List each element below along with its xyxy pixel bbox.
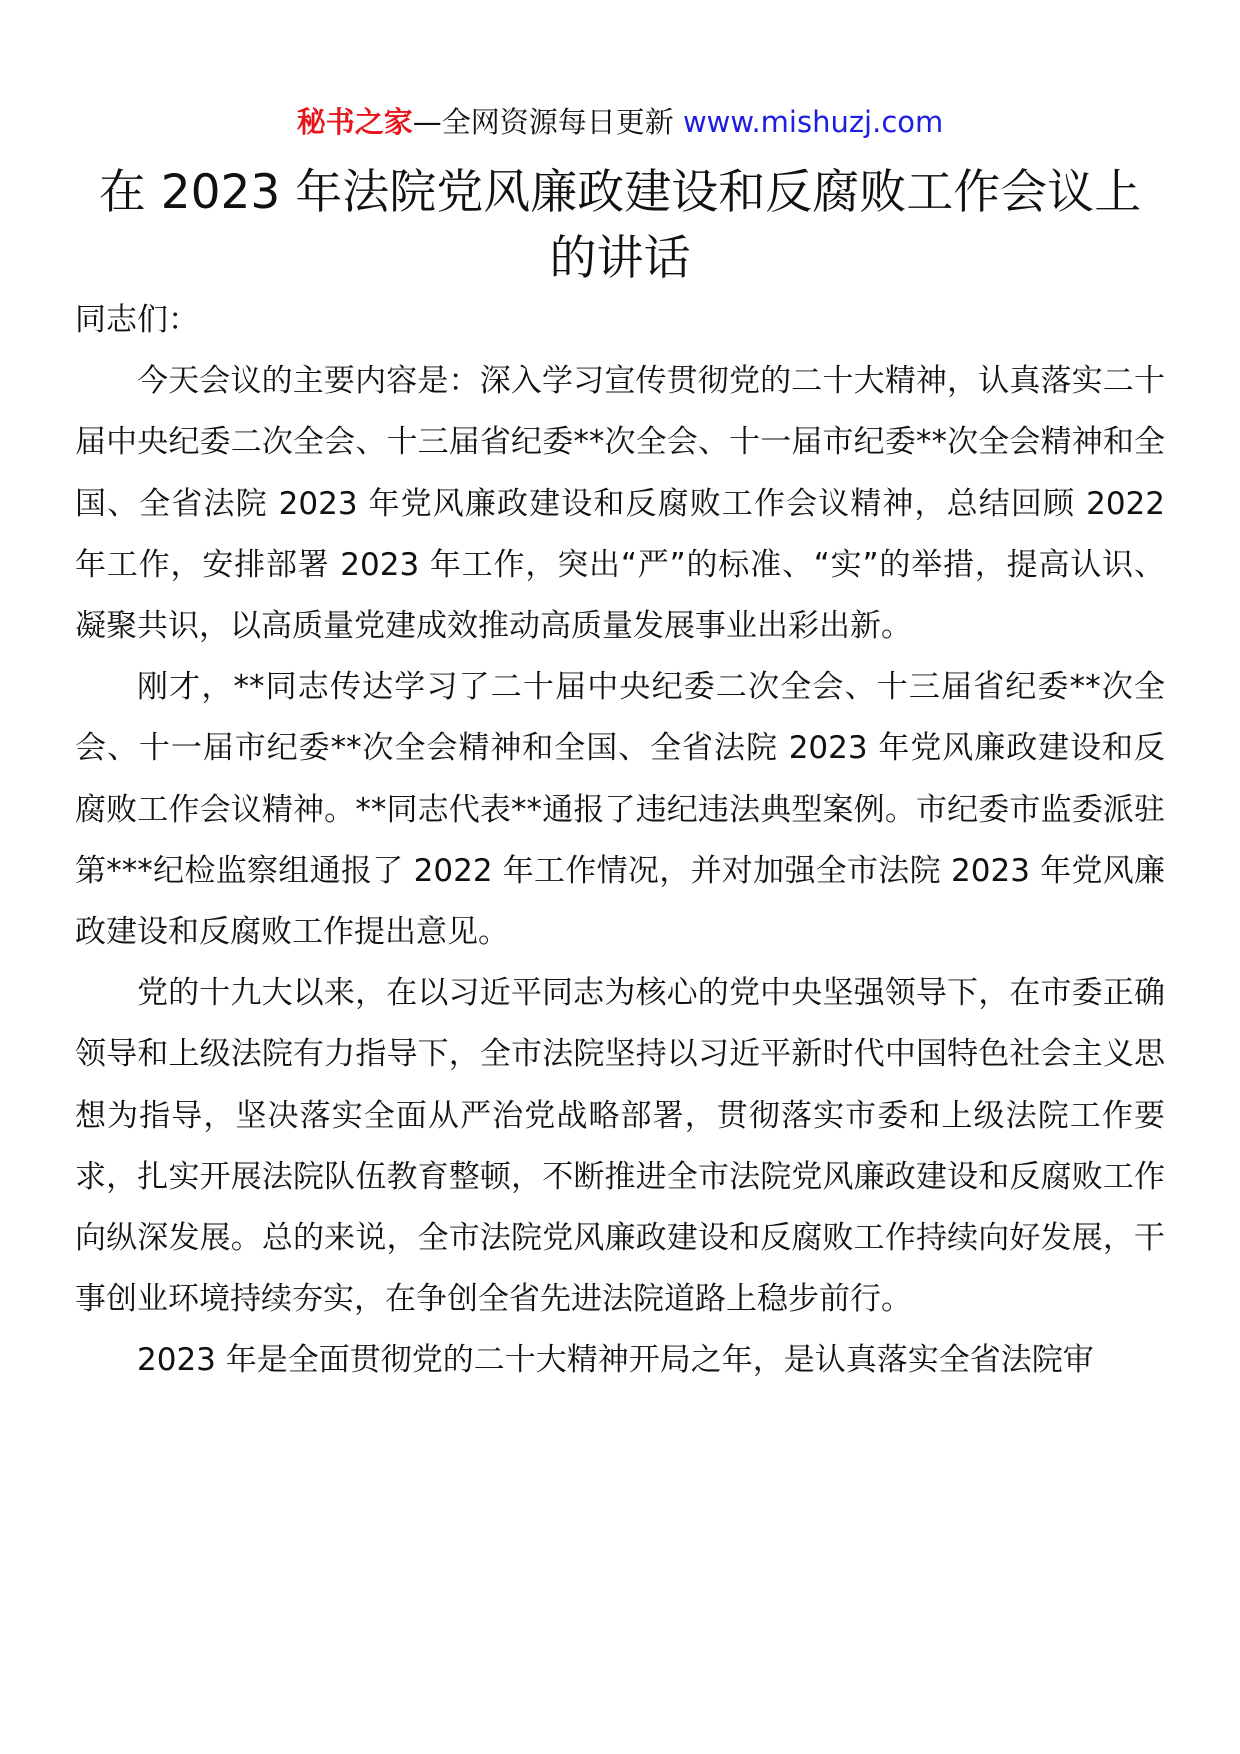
document-title: 在 2023 年法院党风廉政建设和反腐败工作会议上的讲话 bbox=[98, 165, 1142, 286]
paragraph: 今天会议的主要内容是：深入学习宣传贯彻党的二十大精神，认真落实二十届中央纪委二次全会、十三届省纪委**次全会、十一届市纪委**次全会精神和全国、全省法院 2023 年党风廉政建设和反腐败工作会议精神，总结回顾 2022 年工作，安排部署 2023 年工作，突出“严”的标准、“实”的举措，提高认识、凝聚共识，以高质量党建成效推动高质量发展事业出彩出新。 bbox=[75, 363, 1165, 645]
paragraph: 党的十九大以来，在以习近平同志为核心的党中央坚强领导下，在市委正确领导和上级法院有力指导下，全市法院坚持以习近平新时代中国特色社会主义思想为指导，坚决落实全面从严治党战略部署，贯彻落实市委和上级法院工作要求，扎实开展法院队伍教育整顿，不断推进全市法院党风廉政建设和反腐败工作向纵深发展。总的来说，全市法院党风廉政建设和反腐败工作持续向好发展，干事创业环境持续夯实，在争创全省先进法院道路上稳步前行。 bbox=[75, 975, 1165, 1318]
paragraph: 刚才，**同志传达学习了二十届中央纪委二次全会、十三届省纪委**次全会、十一届市纪委**次全会精神和全国、全省法院 2023 年党风廉政建设和反腐败工作会议精神。**同志代表**通报了违纪违法典型案例。市纪委市监委派驻第***纪检监察组通报了 2022 年工作情况，并对加强全市法院 2023 年党风廉政建设和反腐败工作提出意见。 bbox=[75, 669, 1165, 951]
banner-tagline: —全网资源每日更新 bbox=[412, 105, 683, 139]
paragraph: 2023 年是全面贯彻党的二十大精神开局之年，是认真落实全省法院审 bbox=[137, 1342, 1094, 1379]
salutation: 同志们： bbox=[75, 302, 199, 338]
site-url: www.mishuzj.com bbox=[682, 105, 944, 139]
site-banner bbox=[0, 102, 1240, 142]
brand-name: 秘书之家 bbox=[296, 105, 413, 139]
document-body bbox=[75, 290, 1165, 1392]
